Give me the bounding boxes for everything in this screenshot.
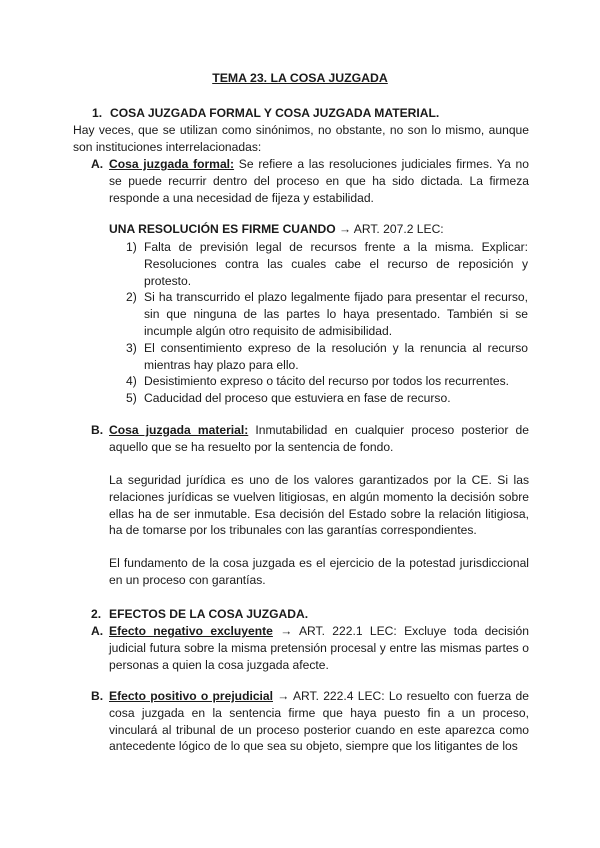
list-item — [126, 289, 528, 339]
section-1-intro: Hay veces, que se utilizan como sinónimos, no obstante, no son lo mismo, aunque son instituciones interrelacionadas: — [73, 123, 529, 154]
section-1-b-letter: B. — [91, 423, 104, 437]
list-item-number: 4) — [126, 374, 137, 389]
section-1-a-paragraph — [109, 156, 529, 206]
list-item-text: El consentimiento expreso de la resolución y la renuncia al recurso mientras hay plazo para ello. — [144, 340, 528, 372]
section-2-a-paragraph — [109, 623, 529, 673]
firmeza-subheading — [109, 221, 529, 238]
section-1-b-text: Inmutabilidad en cualquier proceso posterior de aquello que se ha resuelto por la sentencia de fondo. — [109, 423, 530, 454]
section-1-number: 1. — [92, 106, 103, 120]
list-item-number: 1) — [126, 240, 137, 254]
section-1-heading — [92, 105, 439, 122]
section-2-b-paragraph — [109, 688, 529, 755]
firmeza-subheading-label: UNA RESOLUCIÓN ES FIRME CUANDO — [109, 222, 336, 236]
list-item-text: Caducidad del proceso que estuviera en fase de recurso. — [144, 391, 451, 406]
section-2-b-letter: B. — [91, 689, 104, 703]
list-item-number: 5) — [126, 391, 137, 406]
list-item-number: 3) — [126, 340, 137, 355]
firmeza-list — [126, 239, 528, 407]
section-2-b-text: → ART. 222.4 LEC: Lo resuelto con fuerza de cosa juzgada en la sentencia firme que haya puesto fin a un proceso, vinculará al tribunal de un proceso posterior cuando en este aparezca como antecedente lógico de lo que sea su objeto, siempre que los litigantes de los — [109, 689, 529, 754]
document-title: TEMA 23. LA COSA JUZGADA — [212, 71, 388, 85]
section-1-title: COSA JUZGADA FORMAL Y COSA JUZGADA MATERIAL. — [110, 106, 440, 120]
seguridad-juridica-paragraph: La seguridad jurídica es uno de los valores garantizados por la CE. Si las relaciones jurídicas se vuelven litigiosas, en algún momento la decisión sobre ellas ha de ser inmutable. Esa decisión del Estado sobre la relación litigiosa, ha de tomarse por los tribunales con las garantías correspondientes. — [109, 473, 529, 538]
list-item — [126, 239, 528, 289]
section-2-heading — [91, 606, 308, 623]
list-item — [126, 390, 528, 407]
section-1-a-letter: A. — [91, 157, 104, 171]
section-1-b-paragraph — [109, 422, 529, 456]
section-1-a-term: Cosa juzgada formal: — [109, 157, 235, 171]
fundamento-paragraph: El fundamento de la cosa juzgada es el ejercicio de la potestad jurisdiccional en un proceso con garantías. — [109, 556, 529, 587]
section-1-b-term: Cosa juzgada material: — [109, 423, 249, 437]
section-2-title: EFECTOS DE LA COSA JUZGADA. — [109, 607, 309, 621]
section-2-a-letter: A. — [91, 624, 104, 638]
section-2-b-term: Efecto positivo o prejudicial — [109, 689, 273, 703]
section-2-number: 2. — [91, 607, 102, 621]
list-item-text: Falta de previsión legal de recursos frente a la misma. Explicar: Resoluciones contra las cuales cabe el recurso de reposición y protesto. — [144, 240, 528, 288]
list-item-text: Desistimiento expreso o tácito del recurso por todos los recurrentes. — [144, 374, 509, 389]
section-2-a-text: → ART. 222.1 LEC: Excluye toda decisión judicial futura sobre la misma pretensión procesal y entre las mismas partes o personas a quien la cosa juzgada afecte. — [109, 624, 529, 672]
firmeza-subheading-ref: → ART. 207.2 LEC: — [335, 222, 444, 236]
section-1-a-text: Se refiere a las resoluciones judiciales firmes. Ya no se puede recurrir dentro del proceso en que ha sido dictada. La firmeza responde a una necesidad de fijeza y estabilidad. — [109, 157, 529, 205]
list-item — [126, 340, 528, 374]
list-item — [126, 373, 528, 390]
section-2-a-term: Efecto negativo excluyente — [109, 624, 273, 638]
list-item-number: 2) — [126, 290, 137, 305]
list-item-text: Si ha transcurrido el plazo legalmente fijado para presentar el recurso, sin que ninguna de las partes lo haya presentado. También si se incumple algún otro requisito de admisibilidad. — [144, 290, 528, 338]
